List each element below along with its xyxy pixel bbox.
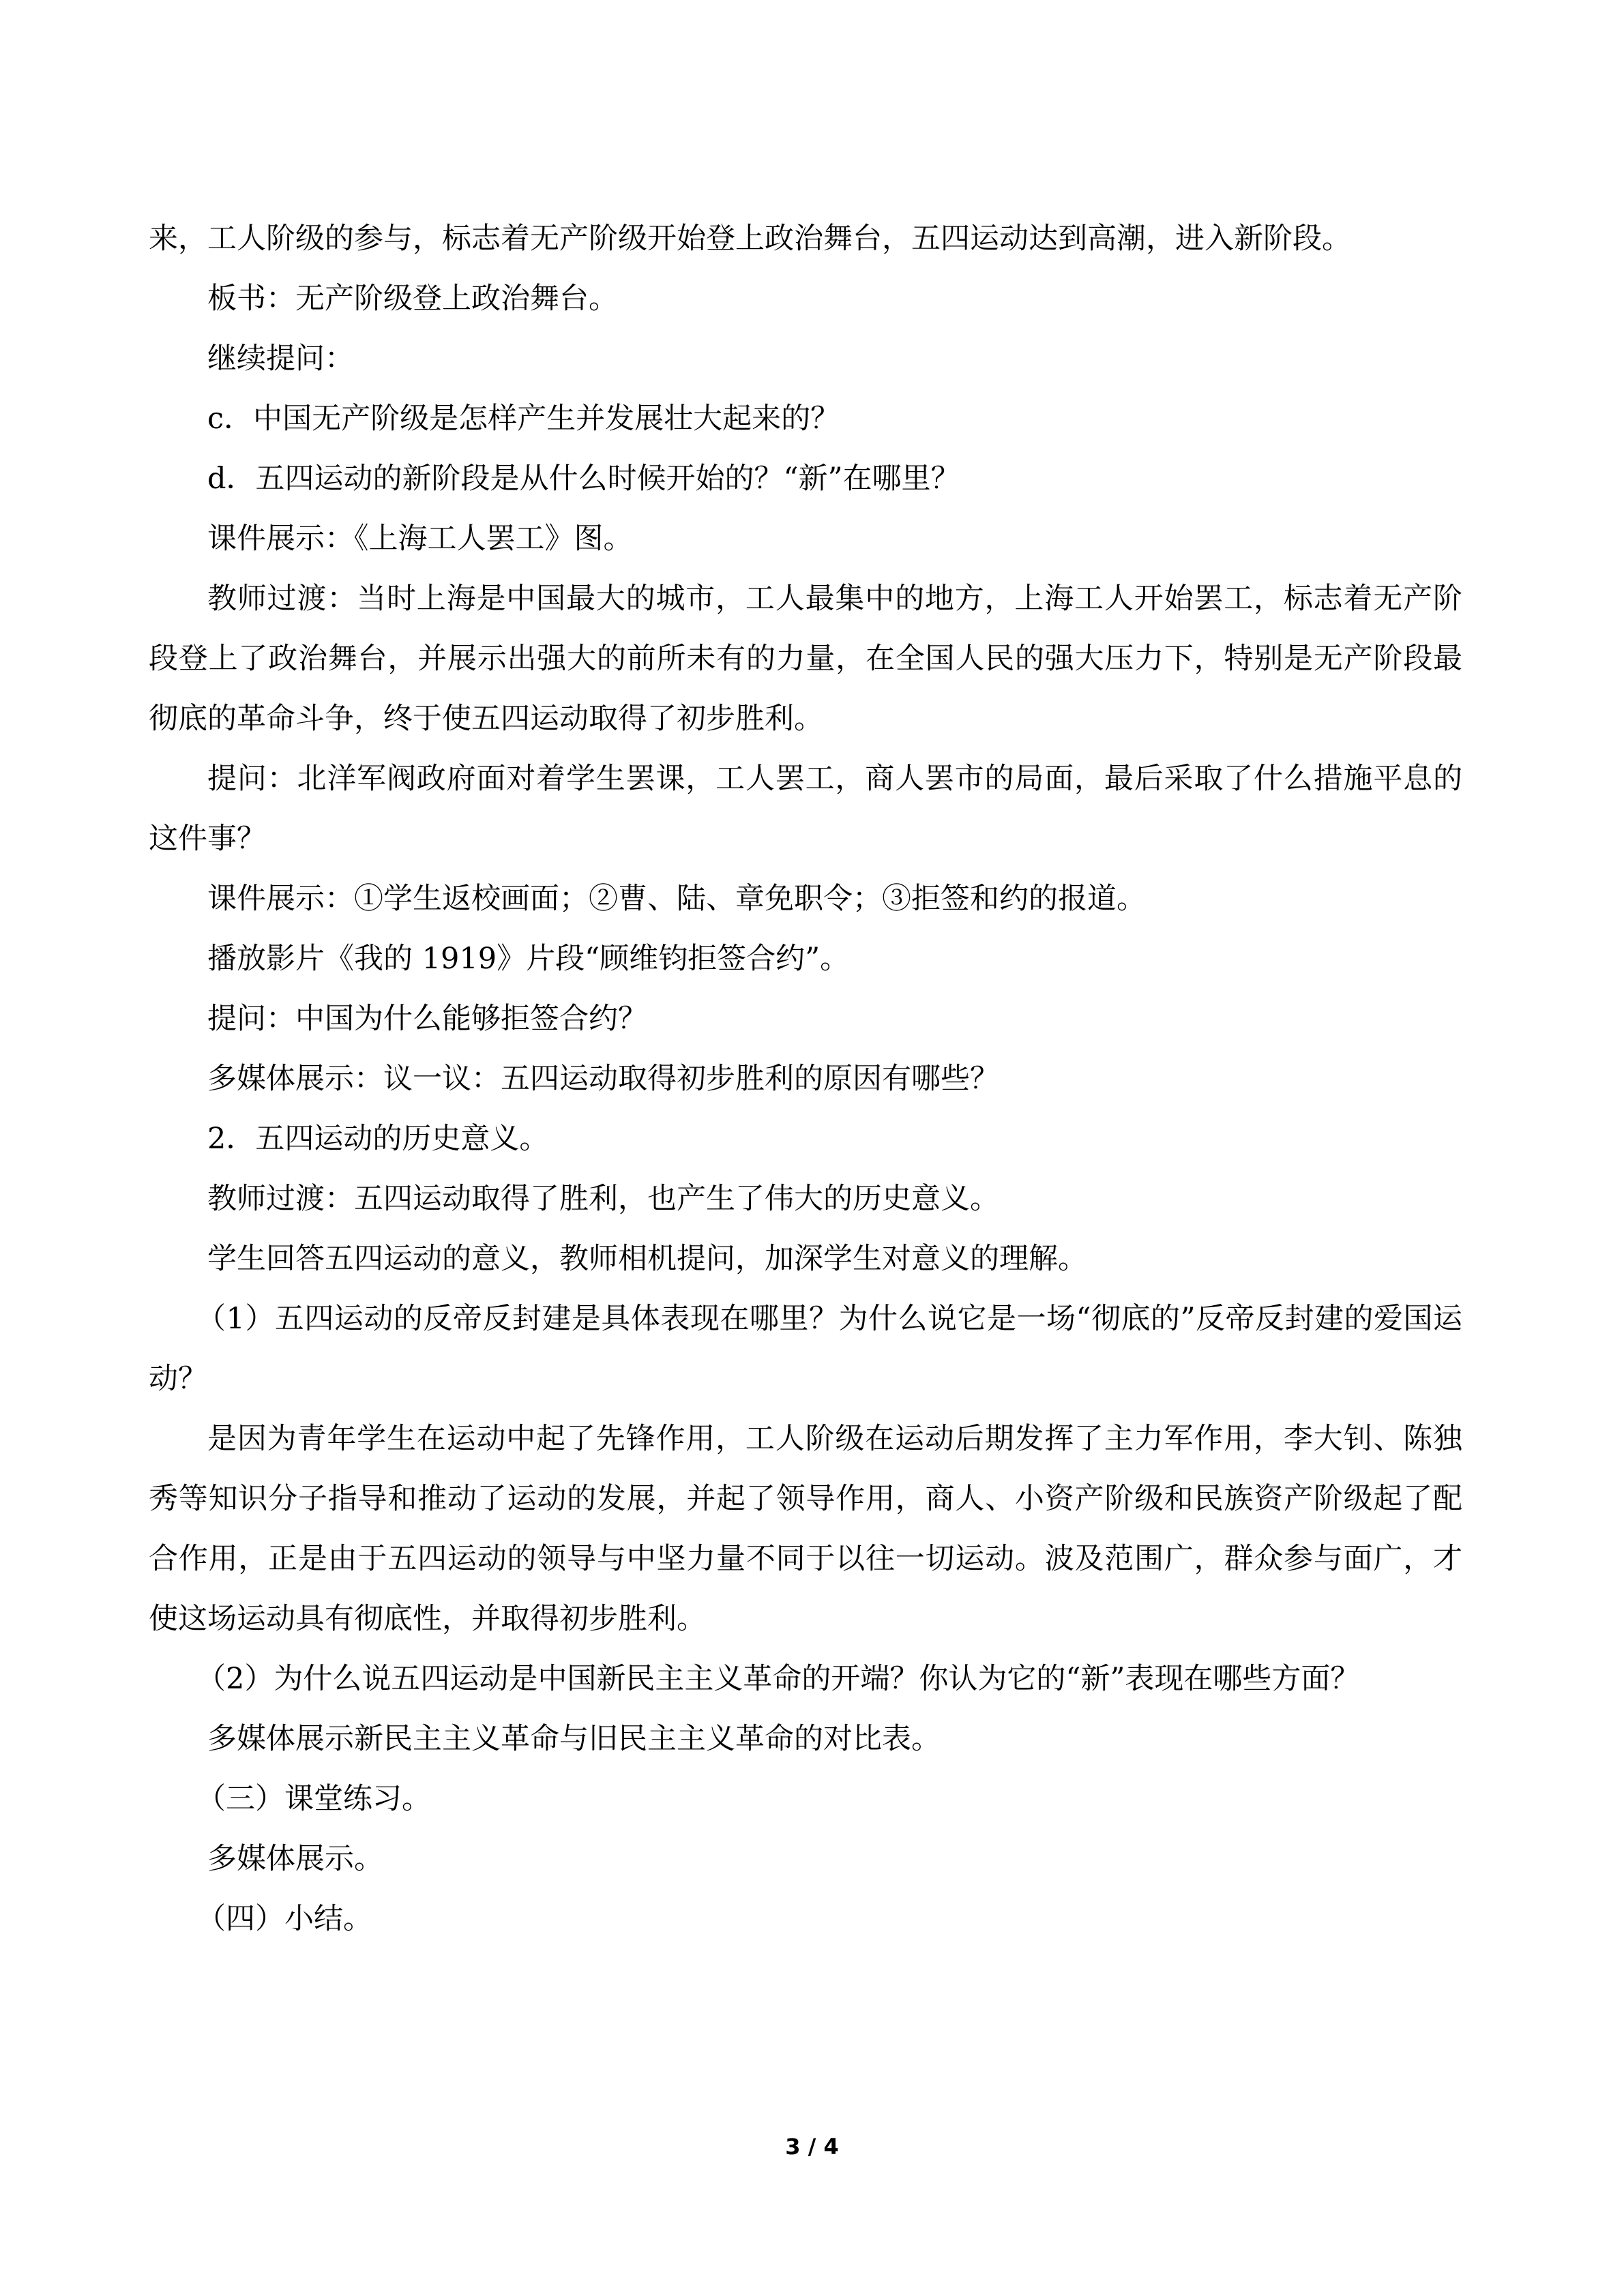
page-number: 3 / 4: [785, 2134, 839, 2160]
paragraph: （三）课堂练习。: [196, 1782, 431, 1816]
paragraph: 课件展示：《上海工人罢工》图。: [207, 522, 633, 556]
paragraph: 多媒体展示：议一议：五四运动取得初步胜利的原因有哪些？: [207, 1062, 999, 1096]
paragraph: 教师过渡：当时上海是中国最大的城市，工人最集中的地方，上海工人开始罢工，标志着无产阶段登上了政治舞台，并展示出强大的前所未有的力量，在全国人民的强大压力下，特别是无产阶段最彻底的革命斗争，终于使五四运动取得了初步胜利。: [149, 582, 1462, 736]
paragraph: 是因为青年学生在运动中起了先锋作用，工人阶级在运动后期发挥了主力军作用，李大钊、陈独秀等知识分子指导和推动了运动的发展，并起了领导作用，商人、小资产阶级和民族资产阶级起了配合作用，正是由于五四运动的领导与中坚力量不同于以往一切运动。波及范围广，群众参与面广，才使这场运动具有彻底性，并取得初步胜利。: [149, 1422, 1462, 1636]
paragraph: 提问：北洋军阀政府面对着学生罢课，工人罢工，商人罢市的局面，最后采取了什么措施平息的这件事？: [149, 762, 1462, 856]
paragraph: 学生回答五四运动的意义，教师相机提问，加深学生对意义的理解。: [207, 1242, 1087, 1276]
document-body: [149, 209, 1462, 1949]
paragraph: （2）为什么说五四运动是中国新民主主义革命的开端？你认为它的“新”表现在哪些方面？: [196, 1662, 1360, 1696]
paragraph: 多媒体展示新民主主义革命与旧民主主义革命的对比表。: [207, 1722, 941, 1756]
paragraph: 课件展示：①学生返校画面；②曹、陆、章免职令；③拒签和约的报道。: [207, 882, 1146, 916]
paragraph: （1）五四运动的反帝反封建是具体表现在哪里？为什么说它是一场“彻底的”反帝反封建的爱国运动？: [149, 1302, 1462, 1396]
paragraph: c．中国无产阶级是怎样产生并发展壮大起来的？: [207, 402, 840, 436]
paragraph: 继续提问：: [207, 342, 354, 376]
paragraph: d．五四运动的新阶段是从什么时候开始的？“新”在哪里？: [207, 462, 960, 496]
paragraph: 播放影片《我的 1919》片段“顾维钧拒签合约”。: [207, 942, 850, 976]
paragraph: 板书：无产阶级登上政治舞台。: [207, 282, 618, 316]
paragraph: 提问：中国为什么能够拒签合约？: [207, 1002, 647, 1036]
paragraph: 多媒体展示。: [207, 1842, 383, 1876]
paragraph: 2．五四运动的历史意义。: [207, 1122, 549, 1156]
paragraph: 教师过渡：五四运动取得了胜利，也产生了伟大的历史意义。: [207, 1182, 999, 1216]
paragraph: 来，工人阶级的参与，标志着无产阶级开始登上政治舞台，五四运动达到高潮，进入新阶段。: [149, 222, 1351, 256]
paragraph: （四）小结。: [196, 1902, 372, 1936]
